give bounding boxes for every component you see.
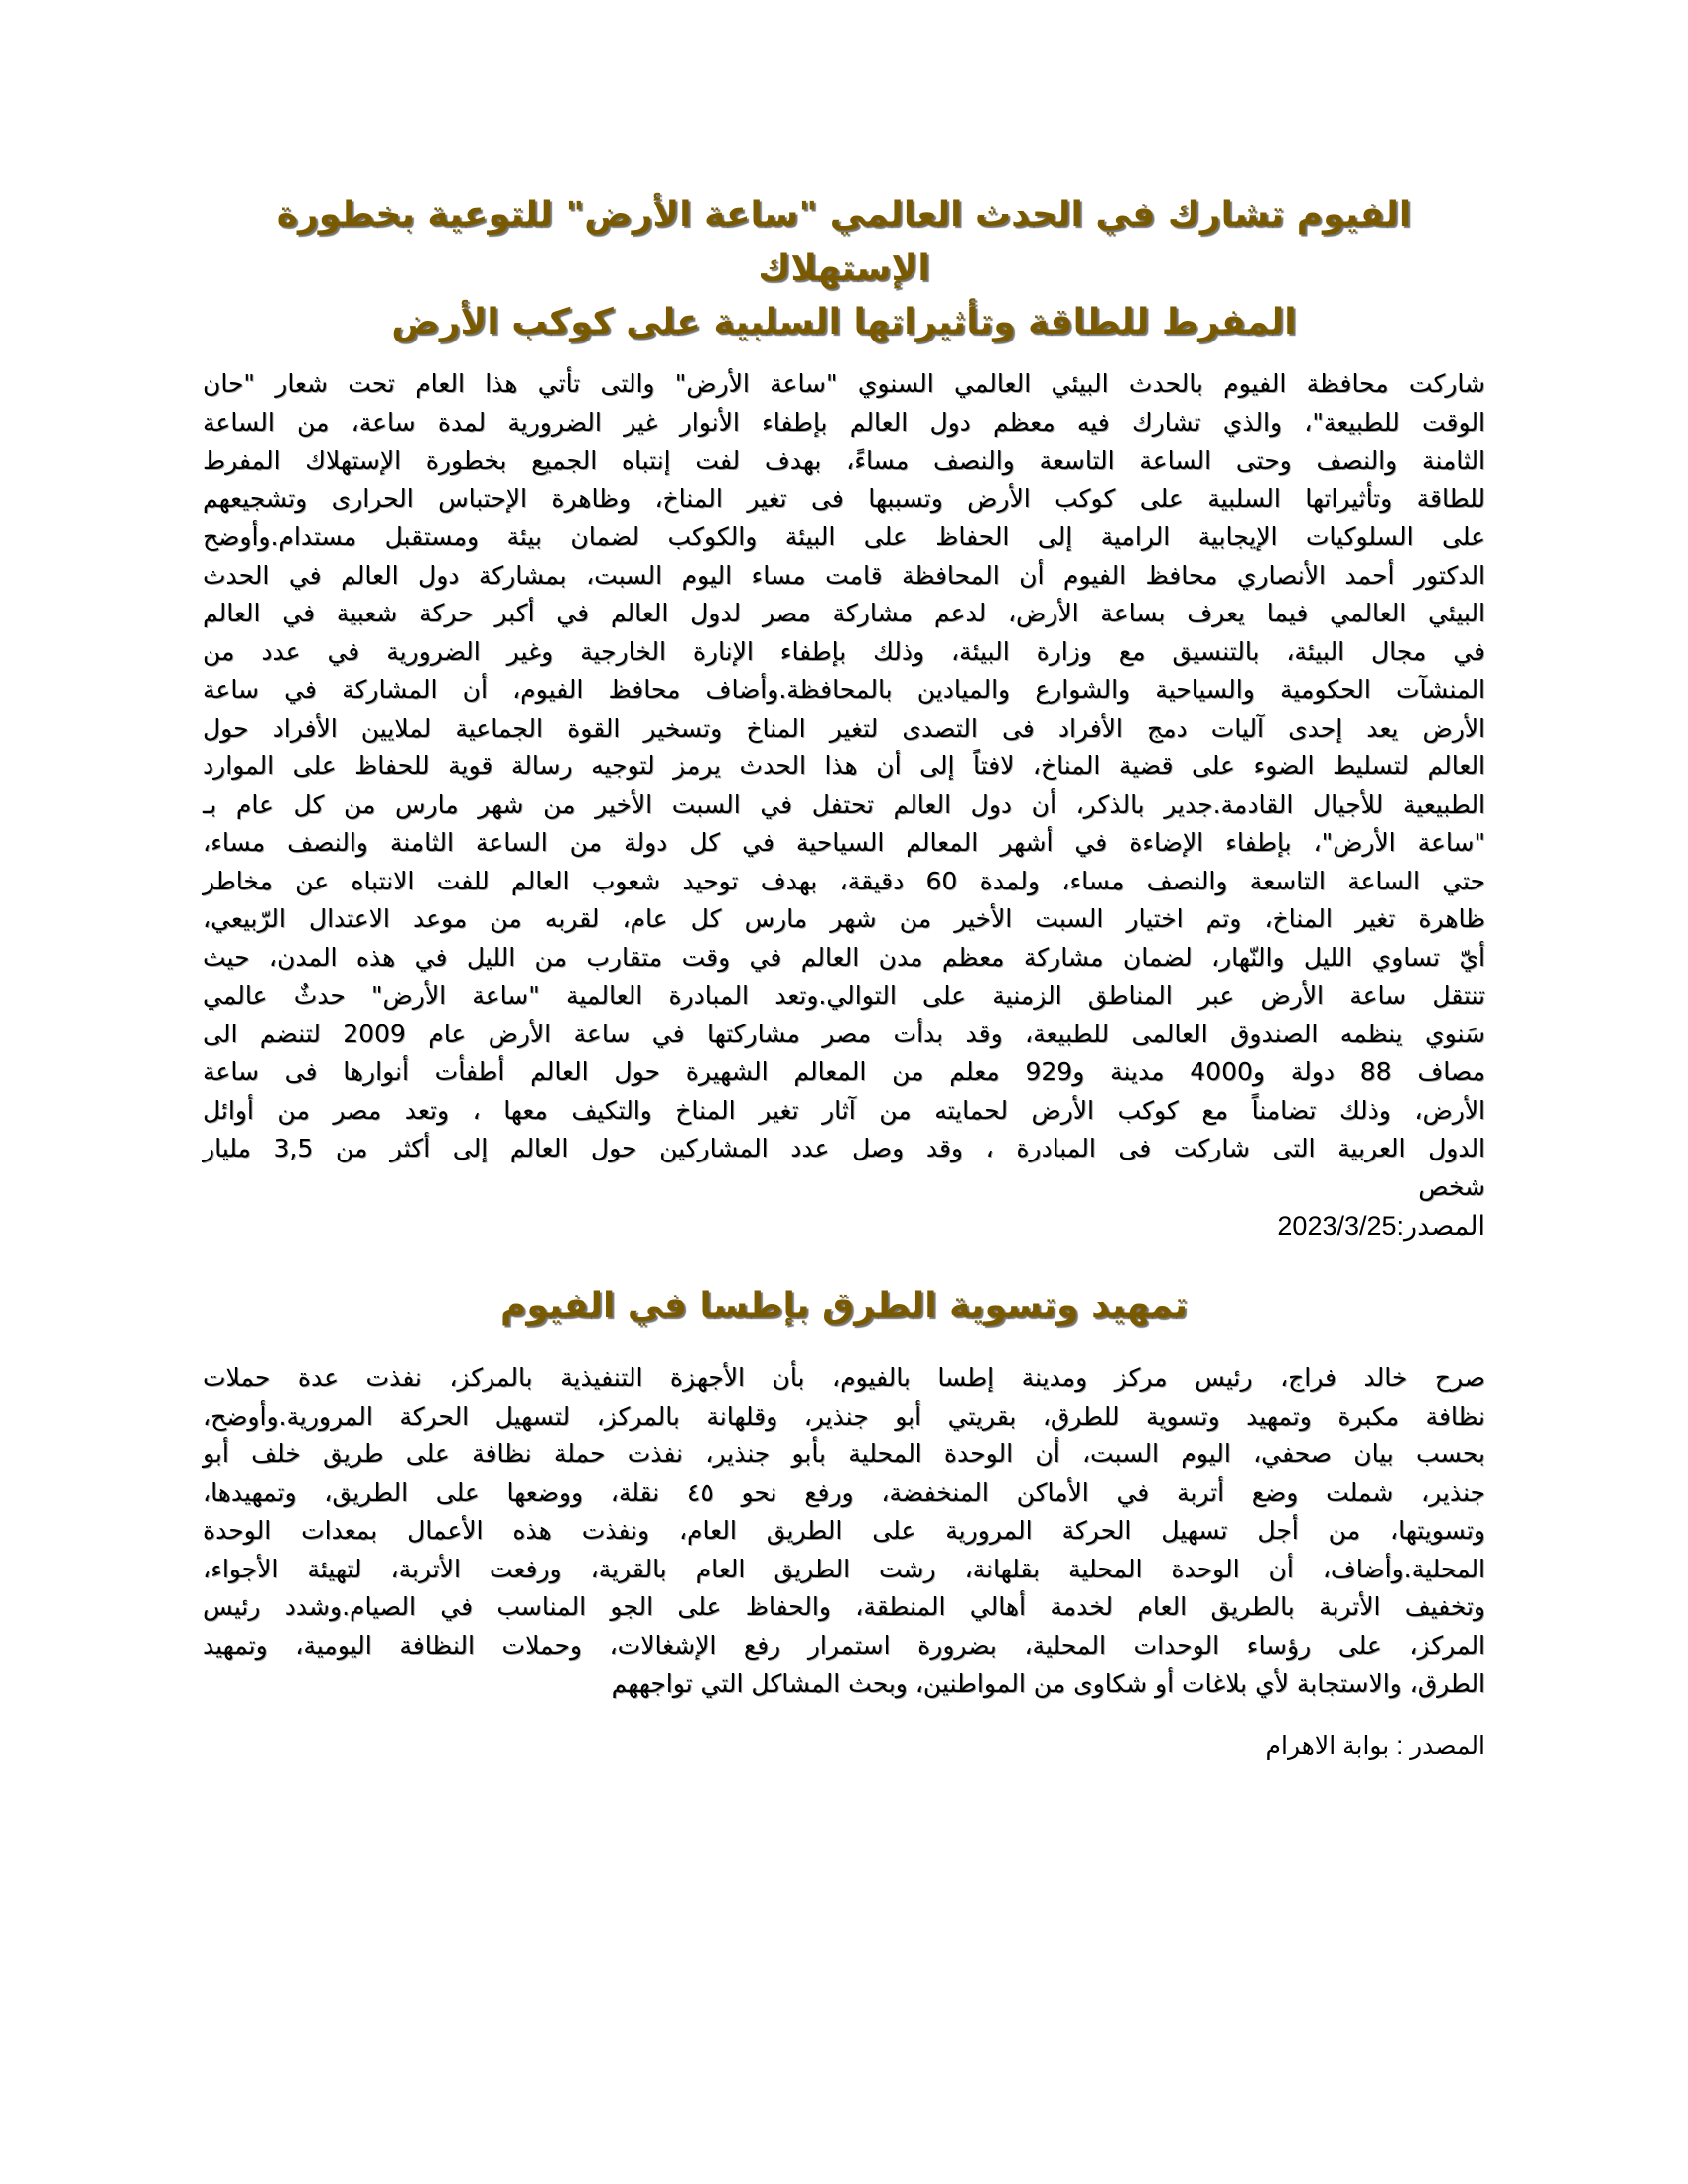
body-line: مصاف 88 دولة و4000 مدينة و929 معلم من المعالم الشهيرة حول العالم أطفأت أنوارها فى ساعة (203, 1057, 1485, 1086)
body-line: المنشآت الحكومية والسياحية والشوارع والميادين بالمحافظة.وأضاف محافظ الفيوم، أن المشاركة في ساعة (203, 675, 1485, 704)
body-line: الثامنة والنصف وحتى الساعة التاسعة والنصف مساءً، بهدف لفت إنتباه الجميع بخطورة الإستهلاك المفرط (203, 446, 1485, 475)
body-line: للطاقة وتأثيراتها السلبية على كوكب الأرض وتسببها فى تغير المناخ، وظاهرة الإحتباس الحرارى وتشجيعهم (203, 483, 1485, 513)
body-line: العالم لتسليط الضوء على قضية المناخ، لافتاً إلى أن هذا الحدث يرمز لتوجيه رسالة قوية للحفاظ على الموارد (203, 751, 1485, 780)
body-line: الأرض يعد إحدى آليات دمج الأفراد فى التصدى لتغير المناخ وتسخير القوة الجماعية لملايين الأفراد حول (203, 713, 1485, 743)
body-line: على السلوكيات الإيجابية الرامية إلى الحفاظ على البيئة والكوكب لضمان بيئة ومستقبل مستدام.وأوضح (203, 522, 1485, 551)
body-line: الوقت للطبيعة"، والذي تشارك فيه معظم دول العالم بإطفاء الأنوار غير الضرورية لمدة ساعة، من الساعة (203, 407, 1485, 437)
body-line: البيئي العالمي فيما يعرف بساعة الأرض، لدعم مشاركة مصر لدول العالم في أكبر حركة شعبية في العالم (203, 599, 1485, 627)
body-line: الأرض، وذلك تضامناً مع كوكب الأرض لحمايته من آثار تغير المناخ والتكيف معها ، وتعد مصر من أوائل (203, 1095, 1485, 1125)
body-line: حتي الساعة التاسعة والنصف مساء، ولمدة 60 دقيقة، بهدف توحيد شعوب العالم للفت الانتباه عن مخاطر (203, 866, 1485, 895)
body-line: الدول العربية التى شاركت فى المبادرة ، وقد وصل عدد المشاركين حول العالم إلى أكثر من 3,5 مليار (203, 1134, 1485, 1162)
body-line: صرح خالد فراج، رئيس مركز ومدينة إطسا بالفيوم، بأن الأجهزة التنفيذية بالمركز، نفذت عدة حملات (203, 1363, 1485, 1392)
body-line: "ساعة الأرض"، بإطفاء الإضاءة في أشهر المعالم السياحية في كل دولة من الساعة الثامنة والنصف مساء، (203, 828, 1485, 857)
body-line: وتخفيف الأتربة بالطريق العام لخدمة أهالي المنطقة، والحفاظ على الجو المناسب في الصيام.وشدد رئيس (203, 1592, 1485, 1621)
body-line: الدكتور أحمد الأنصاري محافظ الفيوم أن المحافظة قامت مساء اليوم السبت، بمشاركة دول العالم في الحدث (203, 560, 1485, 590)
body-line: الطبيعية للأجيال القادمة.جدير بالذكر، أن دول العالم تحتفل في السبت الأخير من شهر مارس من كل عام بـ (203, 789, 1485, 819)
body-line: شخص (1418, 1171, 1485, 1201)
body-line: المحلية.وأضاف، أن الوحدة المحلية بقلهانة، رشت الطريق العام بالقرية، ورفعت الأتربة، لتهيئة الأجواء، (203, 1554, 1485, 1583)
document-page (203, 189, 1485, 1765)
body-line: نظافة مكبرة وتمهيد وتسوية للطرق، بقريتي أبو جنذير، وقلهانة بالمركز، لتسهيل الحركة المرورية.وأوضح، (203, 1401, 1485, 1431)
article1-title-line2: المفرط للطاقة وتأثيراتها السلبية على كوكب الأرض (391, 302, 1297, 342)
body-line: الطرق، والاستجابة لأي بلاغات أو شكاوى من المواطنين، وبحث المشاكل التي تواجههم (611, 1669, 1485, 1698)
article1-source: المصدر:2023/3/25 (1277, 1211, 1485, 1241)
body-line: تنتقل ساعة الأرض عبر المناطق الزمنية على التوالي.وتعد المبادرة العالمية "ساعة الأرض" حدثٌ عالمي (203, 981, 1485, 1010)
body-line: سَنوي ينظمه الصندوق العالمى للطبيعة، وقد بدأت مصر مشاركتها في ساعة الأرض عام 2009 لتنضم الى (203, 1019, 1485, 1048)
article1-title-line1: الفيوم تشارك في الحدث العالمي "ساعة الأرض" للتوعية بخطورة الإستهلاك (276, 195, 1412, 289)
body-line: جنذير، شملت وضع أتربة في الأماكن المنخفضة، ورفع نحو ٤٥ نقلة، ووضعها على الطريق، وتمهيدها، (203, 1477, 1485, 1507)
body-line: المركز، على رؤساء الوحدات المحلية، بضرورة استمرار رفع الإشغالات، وحملات النظافة اليومية، وتمهيد (203, 1630, 1485, 1660)
body-line: شاركت محافظة الفيوم بالحدث البيئي العالمي السنوي "ساعة الأرض" والتى تأتي هذا العام تحت شعار "حان (203, 369, 1485, 398)
body-line: أيّ تساوي الليل والنّهار، لضمان مشاركة معظم مدن العالم في وقت متقارب من الليل في هذه المدن، حيث (203, 942, 1485, 972)
article1-body (203, 365, 1485, 1206)
article1-title (203, 189, 1485, 349)
article2-source: المصدر : بوابة الاهرام (1265, 1731, 1485, 1760)
article2-title: تمهيد وتسوية الطرق بإطسا في الفيوم (499, 1286, 1189, 1326)
body-line: وتسويتها، من أجل تسهيل الحركة المرورية على الطريق العام، ونفذت هذه الأعمال بمعدات الوحدة (203, 1516, 1485, 1545)
body-line: ظاهرة تغير المناخ، وتم اختيار السبت الأخير من شهر مارس كل عام، لقربه من موعد الاعتدال الرّبيعي، (203, 904, 1485, 933)
body-line: بحسب بيان صحفي، اليوم السبت، أن الوحدة المحلية بأبو جنذير، نفذت حملة نظافة على طريق خلف أبو (203, 1439, 1485, 1468)
body-line: في مجال البيئة، بالتنسيق مع وزارة البيئة، وذلك بإطفاء الإنارة الخارجية وغير الضرورية في عدد من (203, 636, 1485, 666)
article2-body (203, 1359, 1485, 1704)
